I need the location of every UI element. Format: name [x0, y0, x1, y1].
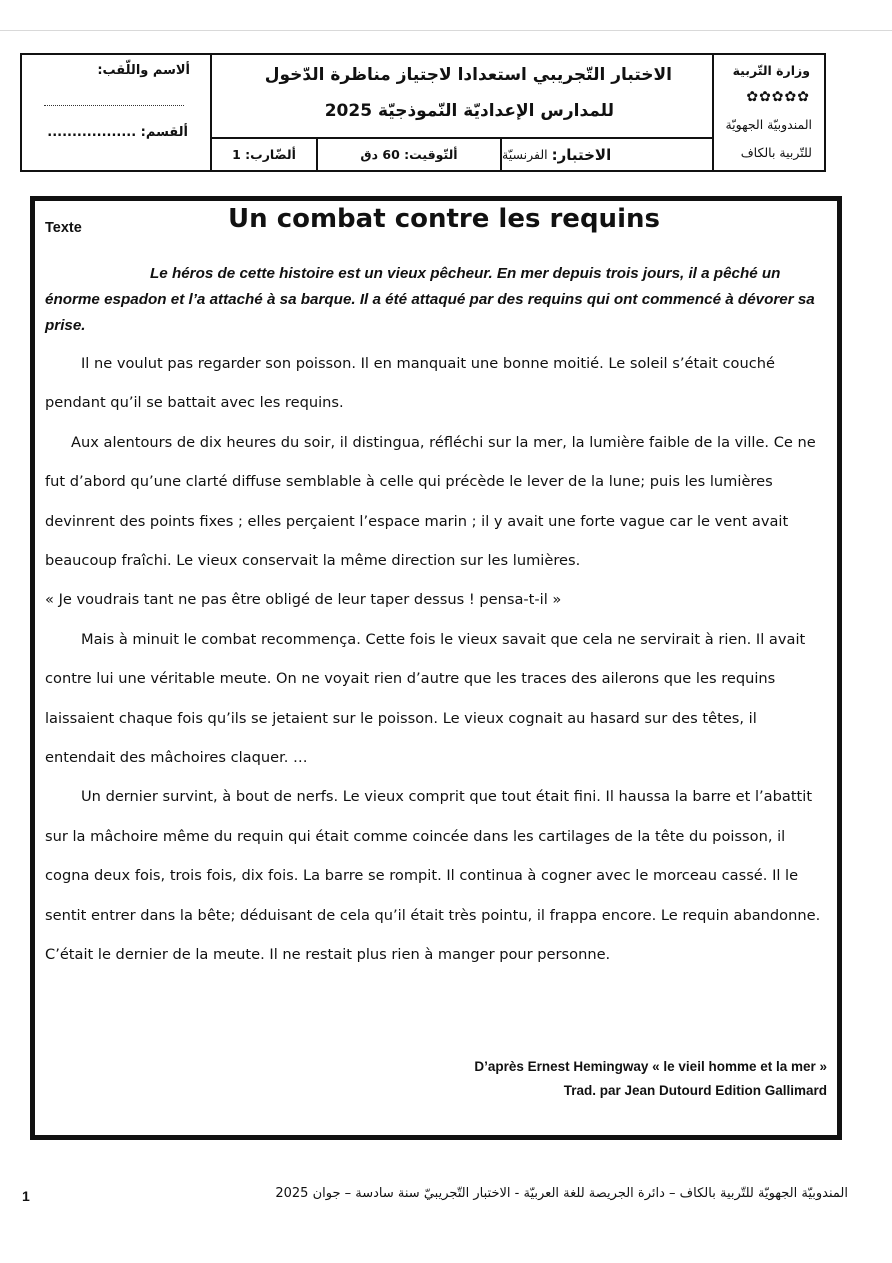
exam-label: الاختبار:: [551, 145, 612, 164]
exam-subject-value: الفرنسيّة: [502, 147, 548, 162]
section-label: ألقسم: ..................: [47, 125, 188, 140]
name-label: ألاسم واللّقب:: [97, 63, 190, 78]
student-info-cell: [22, 55, 212, 170]
page-number: 1: [22, 1188, 30, 1204]
ministry-name: وزارة التّربية: [732, 63, 810, 78]
exam-title-line2: للمدارس الإعداديّة النّموذجيّة 2025: [324, 101, 614, 121]
paragraph-2: Aux alentours de dix heures du soir, il distingua, réfléchi sur la mer, la lumière faible de la ville. Ce ne fut d’abord qu’une clarté diffuse semblable à celle qui précède le lever de la lune; puis les lumières devinrent des points fixes ; elles perçaient l’espace marin ; il y avait une forte vague car le vent avait beaucoup fraîchi. Le vieux conservait la même direction sur les lumières.: [45, 433, 816, 570]
coefficient: ألضّارب: 1: [212, 139, 318, 170]
text-title: Un combat contre les requins: [228, 204, 660, 234]
ministry-cell: [712, 55, 824, 170]
paragraph-1: Il ne voulut pas regarder son poisson. Il en manquait une bonne moitié. Le soleil s’était couché pendant qu’il se battait avec les requins.: [45, 355, 775, 412]
reading-text-frame: [30, 196, 842, 1140]
paragraph-5: Un dernier survint, à bout de nerfs. Le vieux comprit que tout était fini. Il haussa la barre et l’abattit sur la mâchoire même du requin qui était comme coincée dans les cartilages de la tête du poisson, il cogna deux fois, trois fois, dix fois. La barre se rompit. Il continua à cogner avec le morceau cassé. Il le sentit entrer dans la bête; déduisant de cela qu’il était très pointu, il frappa encore. Le requin abandonne. C’était le dernier de la meute. Il ne restait plus rien à manger pour personne.: [45, 788, 821, 964]
exam-title-line1: الاختبار التّجريبي استعدادا لاجتياز مناظرة الدّخول: [264, 65, 672, 85]
stars-ornament: ✿✿✿✿✿: [746, 89, 810, 105]
exam-header: [20, 53, 826, 172]
exam-subject: [502, 139, 712, 170]
top-divider: [0, 30, 892, 31]
commission-line2: للتّربية بالكاف: [740, 145, 812, 160]
footer-text: المندوبيّة الجهويّة للتّربية بالكاف – دائرة الجريصة للغة العربيّة - الاختبار التّجريبيّ سنة سادسة – جوان 2025: [275, 1186, 848, 1201]
exam-title-box: [212, 55, 712, 139]
exam-info-row: [212, 139, 712, 170]
name-field[interactable]: [44, 105, 184, 106]
exam-title-cell: [212, 55, 712, 170]
text-intro: Le héros de cette histoire est un vieux pêcheur. En mer depuis trois jours, il a pêché un énorme espadon et l’a attaché à sa barque. Il a été attaqué par des requins qui ont commencé à dévorer sa prise.: [45, 265, 815, 334]
paragraph-3: « Je voudrais tant ne pas être obligé de leur taper dessus ! pensa-t-il »: [45, 591, 562, 609]
texte-label: Texte: [45, 220, 82, 236]
commission-line1: المندوبيّة الجهويّة: [725, 117, 812, 132]
paragraph-4: Mais à minuit le combat recommença. Cette fois le vieux savait que cela ne servirait à rien. Il avait contre lui une véritable meute. On ne voyait rien d’autre que les traces des ailerons que les requins laissaient chaque fois qu’ils se jetaient sur le poisson. Le vieux cognait au hasard sur des têtes, il entendait des mâchoires claquer. …: [45, 630, 806, 767]
source-credit: D’après Ernest Hemingway « le vieil homme et la mer »: [474, 1059, 827, 1074]
duration: ألتّوقيت: 60 دق: [318, 139, 502, 170]
translation-credit: Trad. par Jean Dutourd Edition Gallimard: [563, 1083, 827, 1098]
text-body: [45, 344, 827, 975]
